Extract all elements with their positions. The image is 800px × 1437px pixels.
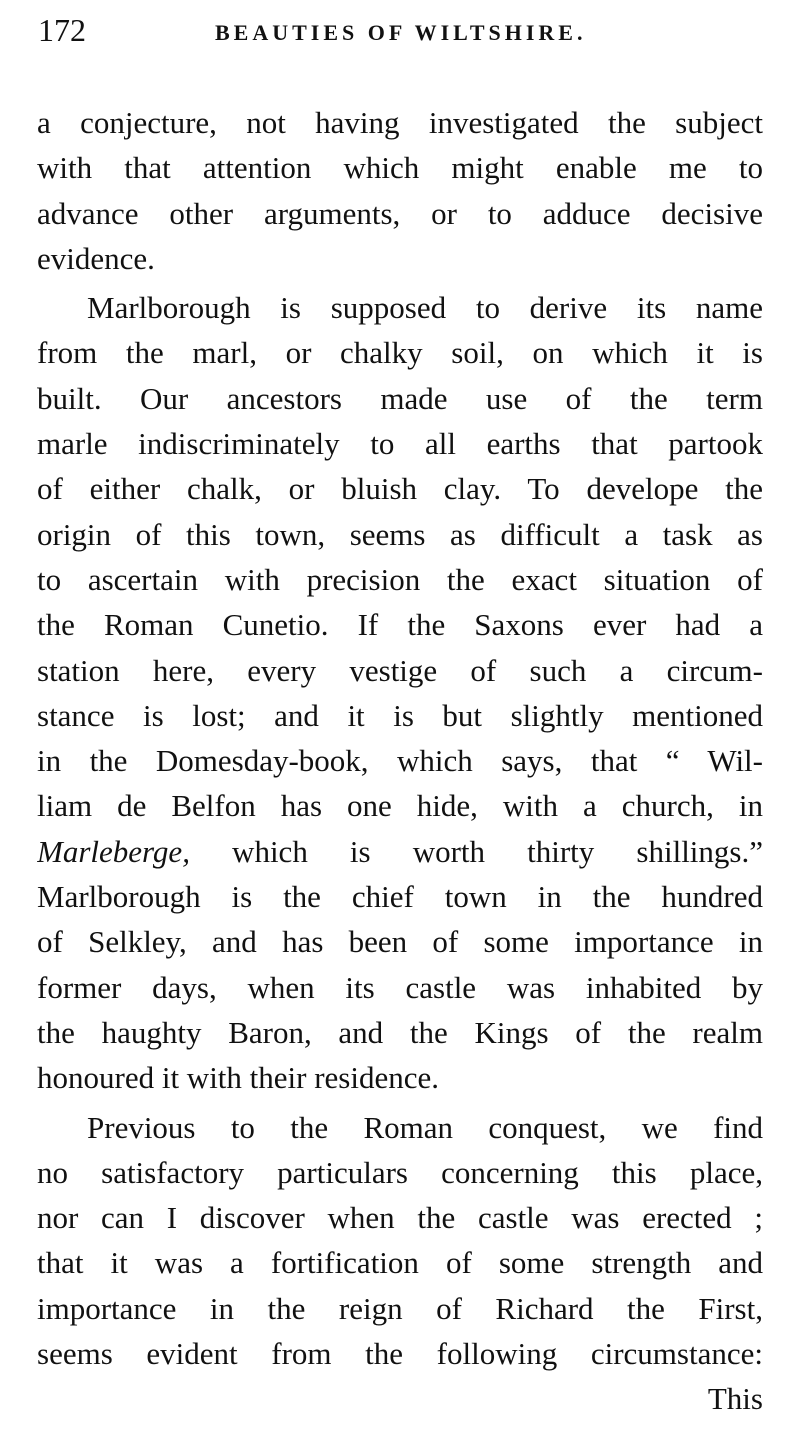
paragraph-start-line: Marlborough is supposed to derive its name [87, 290, 763, 326]
text-line: stance is lost; and it is but slightly mentioned [37, 697, 763, 733]
text-line: honoured it with their residence. [37, 1060, 440, 1096]
text-line: marle indiscriminately to all earths that partook [37, 426, 763, 462]
text-line: Marlborough is the chief town in the hundred [37, 879, 763, 915]
text-fragment: which is worth thirty shillings.” [189, 833, 763, 869]
text-line: former days, when its castle was inhabited by [37, 969, 763, 1005]
text-line: importance in the reign of Richard the First, [37, 1290, 763, 1326]
text-line: that it was a fortification of some strength and [37, 1245, 763, 1281]
text-line: origin of this town, seems as difficult a task as [37, 516, 763, 552]
text-line [37, 829, 763, 874]
text-line: of either chalk, or bluish clay. To develope the [37, 471, 763, 507]
running-title: BEAUTIES OF WILTSHIRE. [215, 20, 587, 45]
text-line: in the Domesday-book, which says, that “ Wil- [37, 743, 763, 779]
text-line: built. Our ancestors made use of the term [37, 380, 763, 416]
text-line: a conjecture, not having investigated the subject [37, 105, 763, 140]
italic-place-name: Marleberge, [37, 833, 190, 869]
text-line: with that attention which might enable me to [37, 150, 763, 186]
text-line: seems evident from the following circumstance: [37, 1336, 763, 1372]
catchword: This [707, 1381, 763, 1417]
text-line: of Selkley, and has been of some importance in [37, 924, 763, 960]
text-line: from the marl, or chalky soil, on which it is [37, 335, 763, 371]
text-line: advance other arguments, or to adduce decisive [37, 195, 763, 231]
text-line: no satisfactory particulars concerning this place, [37, 1154, 763, 1190]
text-line: evidence. [37, 240, 155, 276]
paragraph-start-line: Previous to the Roman conquest, we find [87, 1109, 763, 1145]
text-line: station here, every vestige of such a circum- [37, 652, 763, 688]
text-line: liam de Belfon has one hide, with a church, in [37, 788, 763, 824]
text-line: the haughty Baron, and the Kings of the realm [37, 1014, 763, 1050]
body-text [37, 100, 763, 1422]
text-line: nor can I discover when the castle was erected ; [37, 1200, 763, 1236]
page-number: 172 [38, 12, 86, 48]
text-line: to ascertain with precision the exact situation of [37, 561, 763, 597]
text-line: the Roman Cunetio. If the Saxons ever had a [37, 607, 763, 643]
